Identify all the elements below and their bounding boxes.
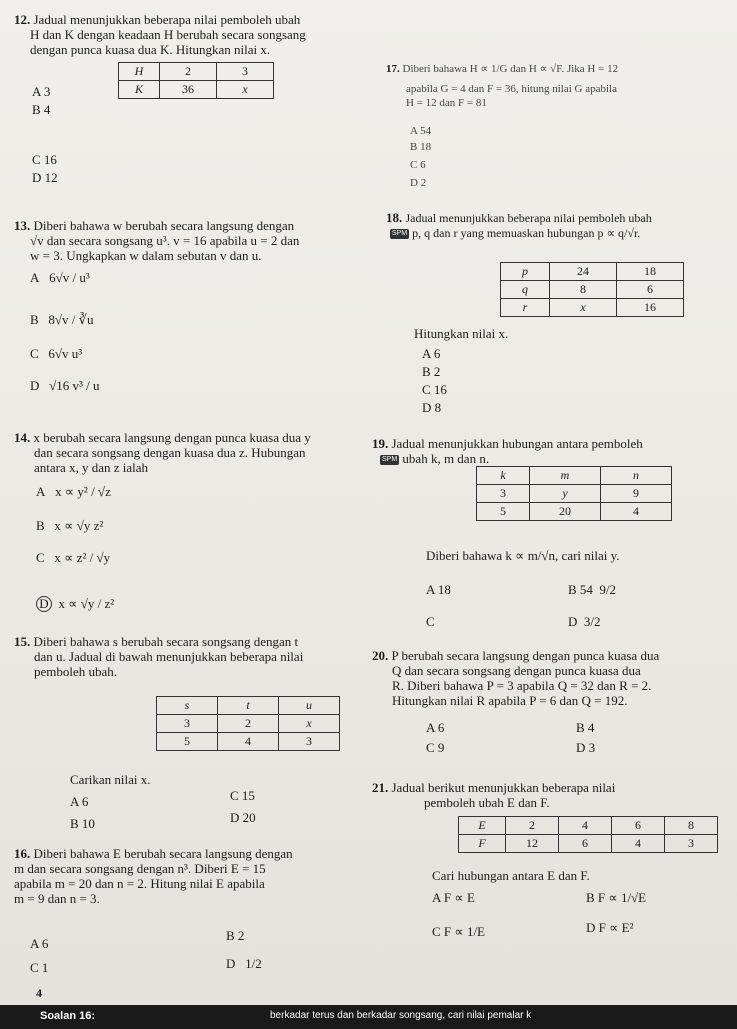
table-cell: 4 (612, 835, 665, 853)
q15-table (156, 696, 340, 751)
option-c[interactable] (568, 582, 616, 597)
table-cell: 3 (157, 715, 218, 733)
question-ask: Hitungkan nilai x. (414, 326, 509, 341)
option-b[interactable]: C 1 (30, 960, 49, 975)
table-cell: 6 (559, 835, 612, 853)
option-expr: 3/2 (583, 614, 601, 629)
option-c[interactable]: B F ∝ 1/√E (586, 890, 647, 905)
table-cell: t (218, 697, 279, 715)
question-text: apabila G = 4 dan F = 36, hitung nilai G apabila (406, 83, 617, 95)
spm-badge: SPM (382, 456, 398, 464)
question-text: P berubah secara langsung dengan punca kuasa dua (391, 648, 660, 663)
table-cell: s (157, 697, 218, 715)
question-number: 19. (372, 436, 389, 451)
table-cell: 18 (617, 263, 684, 281)
table-cell: 6 (617, 281, 684, 299)
option-a[interactable] (30, 270, 90, 285)
question-ask: Cari hubungan antara E dan F. (432, 868, 590, 883)
question-number: 17. (386, 63, 400, 75)
table-cell: x (217, 81, 274, 99)
question-text: Hitungkan nilai R apabila P = 6 dan Q = 192. (392, 693, 628, 708)
option-d[interactable]: D 3 (576, 740, 596, 755)
option-letter: B 54 (568, 582, 593, 597)
option-expr: √16 v³ / u (49, 378, 100, 393)
option-d[interactable] (36, 596, 114, 612)
question-number: 20. (372, 648, 389, 663)
q18-table (500, 262, 684, 317)
question-text: H dan K dengan keadaan H berubah secara songsang (30, 27, 306, 42)
option-expr: x ∝ y² / √z (55, 484, 111, 499)
option-letter: B (30, 312, 39, 327)
option-d[interactable] (226, 956, 262, 971)
option-d[interactable]: D F ∝ E² (586, 920, 634, 935)
question-ask: Carikan nilai x. (70, 772, 151, 787)
table-cell: F (459, 835, 506, 853)
table-cell: 8 (665, 817, 718, 835)
option-b[interactable]: B 2 (422, 364, 441, 379)
table-cell: r (501, 299, 550, 317)
table-cell: n (601, 467, 672, 485)
question-number: 15. (14, 634, 31, 649)
option-expr: x ∝ √y / z² (58, 596, 115, 611)
question-text: Diberi bahawa w berubah secara langsung dengan (33, 218, 295, 233)
question-text: Jadual menunjukkan hubungan antara pemboleh (391, 436, 643, 451)
table-cell: 6 (612, 817, 665, 835)
option-b[interactable]: C (426, 614, 435, 629)
table-cell: K (119, 81, 160, 99)
page-number: 4 (36, 986, 42, 1000)
question-text: Diberi bahawa s berubah secara songsang dengan t (33, 634, 299, 649)
option-letter: B (36, 518, 45, 533)
option-b[interactable]: B 18 (410, 141, 432, 153)
option-expr: 1/2 (245, 956, 262, 971)
option-b[interactable] (36, 518, 103, 533)
table-cell: 3 (477, 485, 530, 503)
table-cell: H (119, 63, 160, 81)
question-12 (14, 12, 354, 57)
option-c[interactable]: C 6 (410, 159, 426, 171)
option-letter: D (30, 378, 40, 393)
question-15 (14, 634, 374, 679)
option-d[interactable]: D 12 (32, 170, 58, 185)
option-c[interactable]: C 15 (230, 788, 255, 803)
question-number: 21. (372, 780, 389, 795)
question-text: Jadual berikut menunjukkan beberapa nilai (391, 780, 616, 795)
option-letter: C (30, 346, 39, 361)
option-c[interactable] (36, 550, 110, 565)
q21-table (458, 816, 718, 853)
question-text: H = 12 dan F = 81 (406, 97, 487, 109)
table-cell: q (501, 281, 550, 299)
table-cell: 20 (530, 503, 601, 521)
table-cell: u (279, 697, 340, 715)
question-text: ubah k, m dan n. (402, 451, 490, 466)
option-a[interactable]: A 6 (30, 936, 49, 951)
option-expr: 8√v / ∛u (48, 312, 94, 327)
question-text: Jadual menunjukkan beberapa nilai pemboleh ubah (33, 12, 301, 27)
option-c[interactable]: C 16 (32, 152, 57, 167)
table-cell: 24 (550, 263, 617, 281)
question-text: Q dan secara songsang dengan punca kuasa dua (392, 663, 641, 678)
question-20 (372, 648, 732, 708)
table-cell: 9 (601, 485, 672, 503)
option-letter: A (30, 270, 40, 285)
question-text: dengan punca kuasa dua K. Hitungkan nilai x. (30, 42, 271, 57)
table-cell: 36 (160, 81, 217, 99)
option-b[interactable]: B 10 (70, 816, 95, 831)
table-cell: 2 (218, 715, 279, 733)
table-cell: k (477, 467, 530, 485)
footer-text: berkadar terus dan berkadar songsang, cari nilai pemalar k (270, 1010, 532, 1021)
question-text: apabila m = 20 dan n = 2. Hitung nilai E apabila (14, 876, 265, 891)
option-b[interactable]: B 4 (32, 102, 51, 117)
question-text: Jadual menunjukkan beberapa nilai pemboleh ubah (405, 211, 652, 225)
question-text: pemboleh ubah E dan F. (424, 795, 550, 810)
table-cell: 5 (477, 503, 530, 521)
question-text: m = 9 dan n = 3. (14, 891, 100, 906)
table-cell: 2 (160, 63, 217, 81)
table-cell: m (530, 467, 601, 485)
table-cell: 3 (279, 733, 340, 751)
table-cell: 8 (550, 281, 617, 299)
question-text: p, q dan r yang memuaskan hubungan p ∝ q/√r. (412, 226, 641, 240)
q12-table (118, 62, 274, 99)
question-text: antara x, y dan z ialah (34, 460, 149, 475)
option-b[interactable]: C F ∝ 1/E (432, 924, 485, 939)
option-b[interactable]: C 9 (426, 740, 445, 755)
question-16 (14, 846, 384, 906)
table-cell: 3 (217, 63, 274, 81)
question-text: Diberi bahawa E berubah secara langsung dengan (33, 846, 293, 861)
question-text: √v dan secara songsang u³. v = 16 apabila u = 2 dan (30, 233, 300, 248)
table-cell: E (459, 817, 506, 835)
option-d[interactable]: D 2 (410, 177, 427, 189)
table-cell: 4 (218, 733, 279, 751)
table-cell: x (279, 715, 340, 733)
question-text: R. Diberi bahawa P = 3 apabila Q = 32 dan R = 2. (392, 678, 652, 693)
question-19 (372, 436, 732, 466)
table-cell: 16 (617, 299, 684, 317)
table-cell: x (550, 299, 617, 317)
question-text: dan secara songsang dengan kuasa dua z. Hubungan (34, 445, 306, 460)
question-text: pemboleh ubah. (34, 664, 118, 679)
option-a[interactable]: A 6 (426, 720, 445, 735)
option-letter: A (36, 484, 46, 499)
option-d[interactable]: D 8 (422, 400, 442, 415)
option-c[interactable]: C 16 (422, 382, 447, 397)
question-text: Diberi bahawa H ∝ 1/G dan H ∝ √F. Jika H = 12 (402, 63, 619, 75)
question-number: 12. (14, 12, 31, 27)
option-d[interactable]: D 20 (230, 810, 256, 825)
option-expr: 6√v u³ (48, 346, 83, 361)
option-letter: D (226, 956, 236, 971)
option-a[interactable]: A 54 (410, 125, 432, 137)
question-number: 13. (14, 218, 31, 233)
footer-label: Soalan 16: (40, 1010, 96, 1022)
option-c[interactable] (30, 346, 82, 361)
question-text: dan u. Jadual di bawah menunjukkan beberapa nilai (34, 649, 304, 664)
question-18 (386, 210, 731, 241)
table-cell: 3 (665, 835, 718, 853)
option-expr: x ∝ √y z² (54, 518, 104, 533)
table-cell: 2 (506, 817, 559, 835)
table-cell: 4 (601, 503, 672, 521)
question-text: m dan secara songsang dengan n³. Diberi E = 15 (14, 861, 266, 876)
option-expr: x ∝ z² / √y (54, 550, 111, 565)
option-letter: D (36, 596, 52, 612)
question-21 (372, 780, 732, 810)
option-c[interactable]: B 4 (576, 720, 595, 735)
spm-badge: SPM (392, 230, 408, 238)
option-expr: 6√v / u³ (49, 270, 90, 285)
option-a[interactable]: A 18 (426, 582, 451, 597)
option-a[interactable] (36, 484, 111, 499)
option-a[interactable]: A F ∝ E (432, 890, 475, 905)
table-cell: 5 (157, 733, 218, 751)
question-number: 14. (14, 430, 31, 445)
table-cell: 4 (559, 817, 612, 835)
option-letter: D (568, 614, 578, 629)
table-cell: y (530, 485, 601, 503)
option-letter: C (36, 550, 45, 565)
q19-table (476, 466, 672, 521)
option-b[interactable] (30, 312, 93, 327)
question-text: w = 3. Ungkapkan w dalam sebutan v dan u. (30, 248, 262, 263)
question-text: x berubah secara langsung dengan punca kuasa dua y (33, 430, 311, 445)
option-a[interactable]: A 3 (32, 84, 51, 99)
table-cell: 12 (506, 835, 559, 853)
question-number: 16. (14, 846, 31, 861)
option-c[interactable]: B 2 (226, 928, 245, 943)
question-17 (386, 62, 731, 110)
option-d[interactable] (30, 378, 100, 393)
table-cell: p (501, 263, 550, 281)
question-14 (14, 430, 374, 475)
option-d[interactable] (568, 614, 601, 629)
question-number: 18. (386, 210, 403, 225)
footer-bar (0, 1005, 737, 1029)
question-ask: Diberi bahawa k ∝ m/√n, cari nilai y. (426, 548, 620, 563)
question-13 (14, 218, 374, 263)
option-a[interactable]: A 6 (422, 346, 441, 361)
option-expr: 9/2 (599, 582, 617, 597)
option-a[interactable]: A 6 (70, 794, 89, 809)
